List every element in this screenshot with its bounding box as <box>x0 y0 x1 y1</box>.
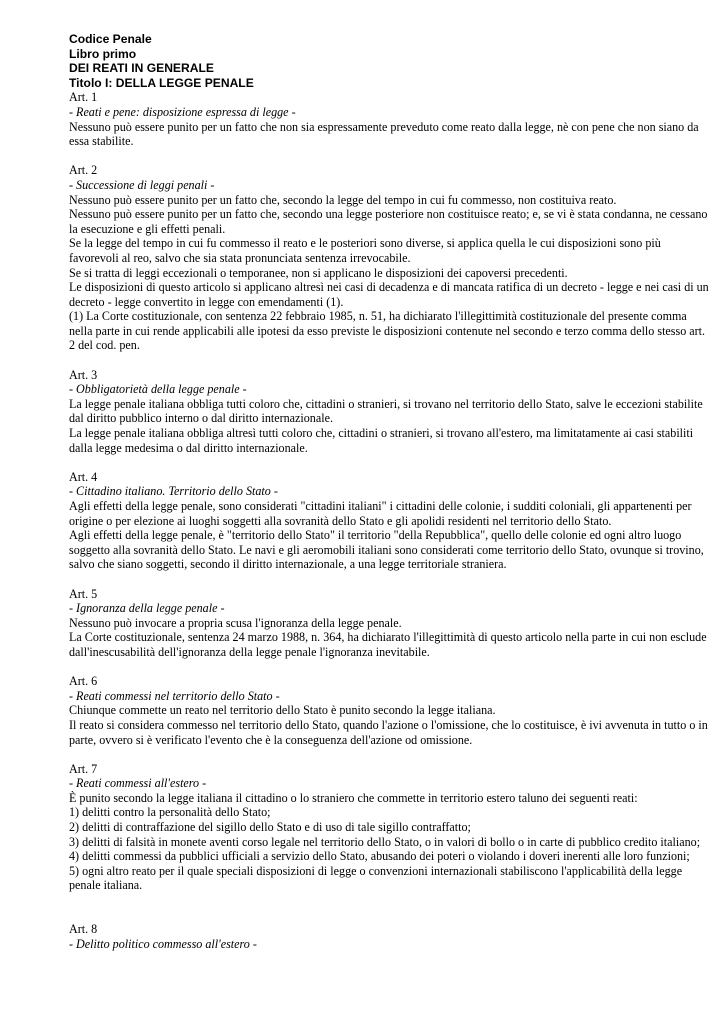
article-subtitle: - Reati commessi nel territorio dello Stato - <box>69 688 280 703</box>
article-paragraph: Il reato si considera commesso nel territorio dello Stato, quando l'azione o l'omissione, che lo costituisce, è ivi avvenuta in tutto o in parte, ovvero si è verificato l'evento che è la conseguenza dell'azione od omissione. <box>69 717 708 747</box>
article-paragraph: Nessuno può essere punito per un fatto che, secondo una legge posteriore non costituisce reato; e, se vi è stata condanna, ne cessano la esecuzione e gli effetti penali. <box>69 207 708 236</box>
article-paragraph: 4) delitti commessi da pubblici ufficiali a servizio dello Stato, abusando dei poteri o violando i doveri inerenti alle loro funzioni; <box>69 849 690 864</box>
article-subtitle: - Ignoranza della legge penale - <box>69 601 225 616</box>
article <box>69 674 709 747</box>
article-paragraph: È punito secondo la legge italiana il cittadino o lo straniero che commette in territorio estero taluno dei seguenti reati: <box>69 790 638 805</box>
article-subtitle: - Delitto politico commesso all'estero - <box>69 936 257 951</box>
article-paragraph: Agli effetti della legge penale, è "territorio dello Stato" il territorio "della Repubblica", quello delle colonie ed ogni altro luogo soggetto alla sovranità dello Stato. Le navi e gli aeromobili italiani sono considerati come territorio dello Stato, ovunque si trovino, salvo che siano soggetti, secondo il diritto internazionale, a una legge territoriale straniera. <box>69 528 704 572</box>
article-paragraph: Nessuno può essere punito per un fatto che non sia espressamente preveduto come reato dalla legge, nè con pene che non siano da essa stabilite. <box>69 119 699 149</box>
article-paragraph: Chiunque commette un reato nel territorio dello Stato è punito secondo la legge italiana. <box>69 703 496 718</box>
article-subtitle: - Reati commessi all'estero - <box>69 776 207 791</box>
article <box>69 922 709 951</box>
chapter-title: Titolo I: DELLA LEGGE PENALE <box>69 75 254 90</box>
article-number: Art. 4 <box>69 469 98 484</box>
article-paragraph: 2) delitti di contraffazione del sigillo dello Stato e di uso di tale sigillo contraffatto; <box>69 820 471 835</box>
article <box>69 368 709 456</box>
article-paragraph: 3) delitti di falsità in monete aventi corso legale nel territorio dello Stato, o in valori di bollo o in carte di pubblico credito italiano; <box>69 834 701 849</box>
article-number: Art. 7 <box>69 761 98 776</box>
article-paragraph: (1) La Corte costituzionale, con sentenza 22 febbraio 1985, n. 51, ha dichiarato l'illegittimità costituzionale del presente comma nella parte in cui rende applicabili alle ipotesi da esso previste le disposizioni contenute nel secondo e terzo comma dello stesso art. 2 del cod. pen. <box>69 309 706 353</box>
article-number: Art. 8 <box>69 922 98 937</box>
code-title: Codice Penale <box>69 32 152 46</box>
article-number: Art. 5 <box>69 586 98 601</box>
article-subtitle: - Cittadino italiano. Territorio dello Stato - <box>69 484 278 499</box>
article-paragraph: Se la legge del tempo in cui fu commesso il reato e le posteriori sono diverse, si applica quella le cui disposizioni sono più favorevoli al reo, salvo che sia stata pronunciata sentenza irrevocabile. <box>69 236 661 265</box>
article-paragraph: La Corte costituzionale, sentenza 24 marzo 1988, n. 364, ha dichiarato l'illegittimità di questo articolo nella parte in cui non esclude dall'inescusabilità dell'ignoranza della legge penale l'ignoranza inevitabile. <box>69 630 707 659</box>
section-title: DEI REATI IN GENERALE <box>69 61 214 76</box>
article-paragraph: Se si tratta di leggi eccezionali o temporanee, non si applicano le disposizioni dei capoversi precedenti. <box>69 265 568 280</box>
article-number: Art. 3 <box>69 367 98 382</box>
article <box>69 587 709 660</box>
article-paragraph: Le disposizioni di questo articolo si applicano altresì nei casi di decadenza e di mancata ratifica di un decreto - legge e nei casi di un decreto - legge convertito in legge con emendamenti (1). <box>69 280 709 309</box>
article-number: Art. 1 <box>69 90 98 105</box>
article-subtitle: - Obbligatorietà della legge penale - <box>69 382 247 397</box>
article-subtitle: - Reati e pene: disposizione espressa di legge - <box>69 104 296 119</box>
article-number: Art. 2 <box>69 163 98 178</box>
article-subtitle: - Successione di leggi penali - <box>69 177 215 192</box>
article <box>69 90 709 148</box>
article-paragraph: La legge penale italiana obbliga altresì tutti coloro che, cittadini o stranieri, si trovano all'estero, ma limitatamente ai casi stabiliti dalla legge medesima o dal diritto internazionale. <box>69 426 694 455</box>
article-paragraph: Nessuno può invocare a propria scusa l'ignoranza della legge penale. <box>69 615 402 630</box>
article-paragraph: La legge penale italiana obbliga tutti coloro che, cittadini o stranieri, si trovano nel territorio dello Stato, salve le eccezioni stabilite dal diritto pubblico interno o dal diritto internazionale. <box>69 396 703 426</box>
articles-list <box>69 90 709 951</box>
article <box>69 163 709 353</box>
article-paragraph: 1) delitti contro la personalità dello Stato; <box>69 805 271 820</box>
article <box>69 762 709 893</box>
article-number: Art. 6 <box>69 674 98 689</box>
article-paragraph: 5) ogni altro reato per il quale speciali disposizioni di legge o convenzioni internazionali stabiliscono l'applicabilità della legge penale italiana. <box>69 863 683 893</box>
book-title: Libro primo <box>69 46 137 61</box>
article <box>69 470 709 572</box>
article-paragraph: Nessuno può essere punito per un fatto che, secondo la legge del tempo in cui fu commesso, non costituiva reato. <box>69 192 617 207</box>
article-paragraph: Agli effetti della legge penale, sono considerati "cittadini italiani" i cittadini delle colonie, i sudditi coloniali, gli appartenenti per origine o per elezione ai luoghi soggetti alla sovranità dello Stato e gli apolidi residenti nel territorio dello Stato. <box>69 499 692 528</box>
document-page <box>69 32 709 951</box>
